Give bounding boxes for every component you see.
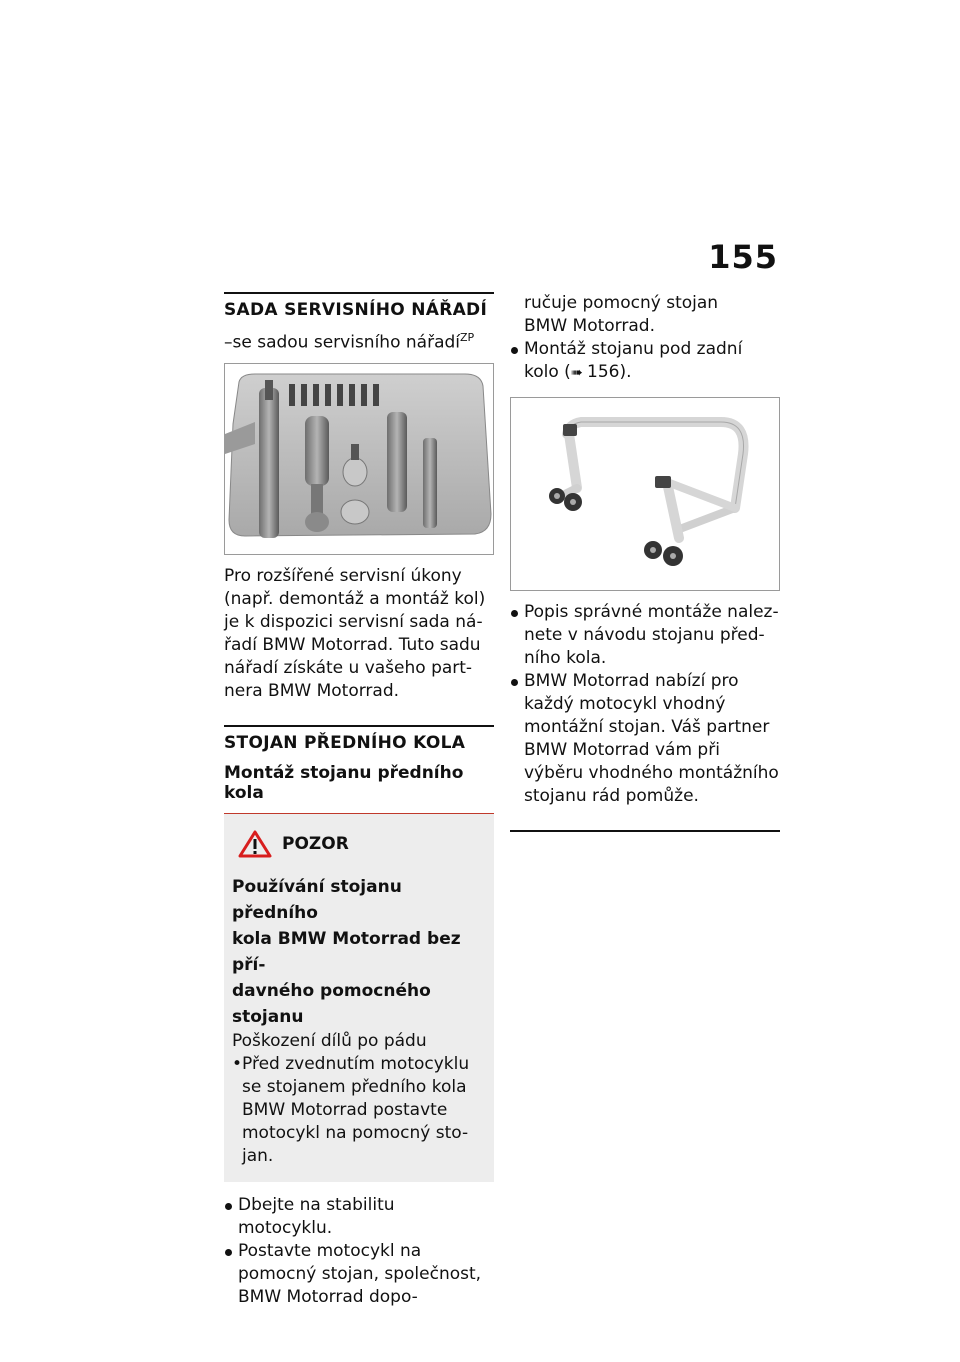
step-line: každý motocykl vhodný	[524, 694, 726, 714]
description-line: (např. demontáž a montáž kol)	[224, 588, 486, 609]
step-line: montážní stojan. Váš partner	[524, 717, 770, 737]
continuation-line: BMW Motorrad.	[524, 316, 655, 336]
warning-triangle-icon	[238, 830, 272, 858]
warning-measures	[232, 1053, 486, 1168]
rear-stand-illustration	[511, 398, 779, 590]
description-line: nera BMW Motorrad.	[224, 680, 400, 701]
measure-line: se stojanem předního kola	[242, 1076, 467, 1097]
step-line: ního kola.	[524, 648, 607, 668]
step-line: Postavte motocykl na	[238, 1240, 422, 1261]
step-line: stojanu rád pomůže.	[524, 786, 699, 806]
intro-superscript: ZP	[460, 331, 475, 344]
continuation-line: ručuje pomocný stojan	[524, 293, 719, 313]
section-divider	[224, 292, 494, 294]
step-item	[510, 601, 780, 670]
description-line: Pro rozšířené servisní úkony	[224, 565, 462, 586]
tool-kit-illustration	[225, 364, 493, 554]
page-reference[interactable]: 156	[587, 362, 620, 382]
section-title-front-stand: STOJAN PŘEDNÍHO KOLA	[224, 732, 466, 753]
warning-cause: Poškození dílů po pádu	[232, 1030, 427, 1051]
step-item	[224, 1240, 494, 1309]
warning-box	[224, 814, 494, 1182]
step-line: nete v návodu stojanu před-	[524, 625, 765, 645]
intro-line	[224, 326, 494, 355]
step-item	[510, 670, 780, 808]
description-line: nářadí získáte u vašeho part-	[224, 657, 473, 678]
page-number: 155	[708, 238, 778, 276]
step-line-text: kolo (	[524, 362, 571, 382]
step-list	[510, 338, 780, 385]
step-line: Montáž stojanu pod zadní	[524, 339, 743, 359]
step-line: BMW Motorrad dopo-	[238, 1286, 418, 1307]
warning-measure	[232, 1053, 486, 1168]
description-line: řadí BMW Motorrad. Tuto sadu	[224, 634, 481, 655]
step-item	[510, 338, 780, 385]
step-line: výběru vhodného montážního	[524, 763, 779, 783]
tool-kit-description	[224, 565, 494, 703]
measure-line: BMW Motorrad postavte	[242, 1099, 448, 1120]
section-divider	[224, 725, 494, 727]
stand-figure	[510, 397, 780, 591]
intro-text: –se sadou servisního nářadí	[224, 332, 460, 353]
subsection-title: Montáž stojanu předního kola	[224, 762, 464, 803]
left-column	[224, 292, 494, 1309]
section-end-rule	[510, 830, 780, 832]
section-title-tool-kit: SADA SERVISNÍHO NÁŘADÍ	[224, 300, 488, 320]
warning-title-line: kola BMW Motorrad bez pří-	[232, 928, 461, 975]
measure-line: • Před zvednutím motocyklu	[242, 1053, 470, 1074]
warning-title-line: Používání stojanu předního	[232, 876, 402, 923]
page-ref-arrow-icon: ➠	[570, 365, 587, 381]
description-line: je k dispozici servisní sada ná-	[224, 611, 483, 632]
step-line: BMW Motorrad nabízí pro	[524, 671, 739, 691]
measure-line: jan.	[242, 1145, 274, 1166]
step-list	[510, 601, 780, 808]
warning-title-line: davného pomocného stojanu	[232, 980, 431, 1027]
step-list	[224, 1194, 494, 1309]
step-line-with-ref	[524, 361, 780, 385]
step-item	[224, 1194, 494, 1240]
measure-line: motocykl na pomocný sto-	[242, 1122, 469, 1143]
step-line: BMW Motorrad vám při	[524, 740, 720, 760]
warning-header	[238, 830, 486, 858]
step-line: Dbejte na stabilitu motocyklu.	[238, 1194, 395, 1238]
step-line: pomocný stojan, společnost,	[238, 1263, 482, 1284]
step-continuation	[510, 292, 780, 338]
right-column	[510, 292, 780, 832]
warning-label: POZOR	[282, 833, 349, 854]
step-line: Popis správné montáže nalez-	[524, 602, 779, 622]
tool-kit-figure	[224, 363, 494, 555]
ref-tail: ).	[619, 362, 632, 382]
